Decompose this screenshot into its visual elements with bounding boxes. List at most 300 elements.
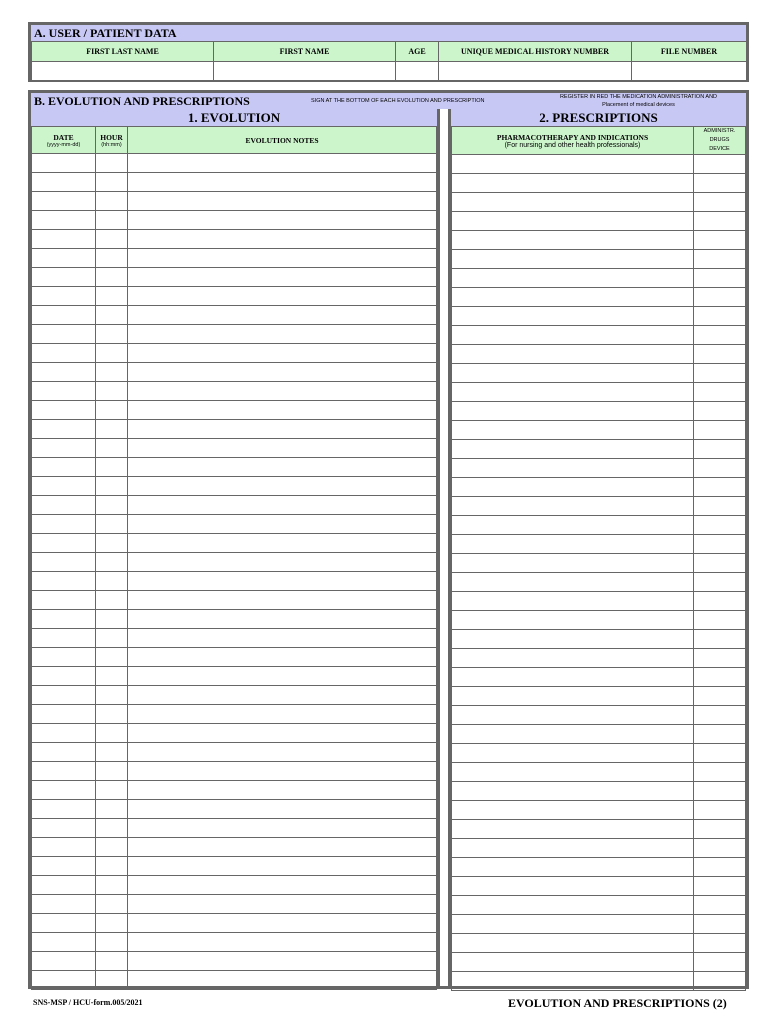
pharmacotherapy-cell[interactable] [452, 307, 694, 326]
prescription-row [452, 231, 746, 250]
date-cell[interactable] [32, 686, 96, 705]
pharmacotherapy-cell[interactable] [452, 231, 694, 250]
pharmacotherapy-cell[interactable] [452, 839, 694, 858]
hour-cell[interactable] [96, 724, 128, 743]
evolution-notes-cell[interactable] [128, 363, 437, 382]
administration-label-3: DEVICE [709, 146, 730, 152]
date-cell[interactable] [32, 325, 96, 344]
patient-data-title: A. USER / PATIENT DATA [34, 26, 177, 40]
pharmacotherapy-sub: (For nursing and other health professionals) [504, 141, 641, 149]
administration-cell[interactable] [694, 497, 746, 516]
date-cell[interactable] [32, 629, 96, 648]
evolution-notes-cell[interactable] [128, 458, 437, 477]
prescription-row [452, 706, 746, 725]
evolution-notes-cell[interactable] [128, 591, 437, 610]
pharmacotherapy-cell[interactable] [452, 174, 694, 193]
evolution-notes-cell[interactable] [128, 477, 437, 496]
administration-cell[interactable] [694, 478, 746, 497]
hour-cell[interactable] [96, 458, 128, 477]
medical-history-number-field[interactable] [439, 62, 632, 81]
evolution-notes-cell[interactable] [128, 515, 437, 534]
hour-cell[interactable] [96, 401, 128, 420]
administration-cell[interactable] [694, 972, 746, 991]
evolution-notes-cell[interactable] [128, 838, 437, 857]
administration-cell[interactable] [694, 592, 746, 611]
pharmacotherapy-cell[interactable] [452, 269, 694, 288]
pharmacotherapy-cell[interactable] [452, 934, 694, 953]
evolution-row [32, 686, 437, 705]
date-cell[interactable] [32, 344, 96, 363]
pharmacotherapy-cell[interactable] [452, 554, 694, 573]
evolution-notes-cell[interactable] [128, 287, 437, 306]
administration-cell[interactable] [694, 611, 746, 630]
date-cell[interactable] [32, 439, 96, 458]
administration-cell[interactable] [694, 801, 746, 820]
hour-cell[interactable] [96, 591, 128, 610]
evolution-notes-cell[interactable] [128, 553, 437, 572]
section-b-title: B. EVOLUTION AND PRESCRIPTIONS [34, 94, 250, 108]
first-name-field[interactable] [214, 62, 396, 81]
hour-cell[interactable] [96, 933, 128, 952]
date-cell[interactable] [32, 971, 96, 990]
administration-cell[interactable] [694, 326, 746, 345]
evolution-notes-cell[interactable] [128, 743, 437, 762]
administration-cell[interactable] [694, 269, 746, 288]
hour-cell[interactable] [96, 819, 128, 838]
evolution-notes-cell[interactable] [128, 401, 437, 420]
pharmacotherapy-cell[interactable] [452, 592, 694, 611]
date-cell[interactable] [32, 534, 96, 553]
administration-cell[interactable] [694, 459, 746, 478]
pharmacotherapy-cell[interactable] [452, 706, 694, 725]
hour-cell[interactable] [96, 439, 128, 458]
pharmacotherapy-cell[interactable] [452, 288, 694, 307]
evolution-notes-cell[interactable] [128, 344, 437, 363]
pharmacotherapy-cell[interactable] [452, 744, 694, 763]
evolution-row [32, 724, 437, 743]
evolution-notes-cell[interactable] [128, 800, 437, 819]
evolution-row [32, 382, 437, 401]
evolution-notes-cell[interactable] [128, 781, 437, 800]
date-cell[interactable] [32, 401, 96, 420]
date-label: DATE [53, 132, 74, 142]
evolution-notes-cell[interactable] [128, 420, 437, 439]
prescription-row [452, 516, 746, 535]
administration-cell[interactable] [694, 725, 746, 744]
evolution-row [32, 914, 437, 933]
pharmacotherapy-cell[interactable] [452, 421, 694, 440]
evolution-notes-cell[interactable] [128, 762, 437, 781]
hour-cell[interactable] [96, 667, 128, 686]
pharmacotherapy-cell[interactable] [452, 763, 694, 782]
evolution-notes-cell[interactable] [128, 667, 437, 686]
evolution-notes-cell[interactable] [128, 895, 437, 914]
pharmacotherapy-cell[interactable] [452, 801, 694, 820]
date-cell[interactable] [32, 876, 96, 895]
hour-cell[interactable] [96, 496, 128, 515]
date-cell[interactable] [32, 420, 96, 439]
hour-cell[interactable] [96, 857, 128, 876]
administration-cell[interactable] [694, 307, 746, 326]
administration-cell[interactable] [694, 345, 746, 364]
date-cell[interactable] [32, 477, 96, 496]
administration-cell[interactable] [694, 706, 746, 725]
evolution-notes-cell[interactable] [128, 325, 437, 344]
date-cell[interactable] [32, 268, 96, 287]
prescription-row [452, 972, 746, 991]
hour-cell[interactable] [96, 800, 128, 819]
date-cell[interactable] [32, 781, 96, 800]
evolution-row [32, 591, 437, 610]
date-cell[interactable] [32, 249, 96, 268]
date-cell[interactable] [32, 914, 96, 933]
administration-cell[interactable] [694, 744, 746, 763]
administration-cell[interactable] [694, 668, 746, 687]
administration-cell[interactable] [694, 554, 746, 573]
administration-cell[interactable] [694, 934, 746, 953]
date-cell[interactable] [32, 572, 96, 591]
evolution-row [32, 268, 437, 287]
prescription-row [452, 934, 746, 953]
prescription-row [452, 782, 746, 801]
col-medical-history-number: UNIQUE MEDICAL HISTORY NUMBER [439, 42, 632, 62]
prescription-row [452, 763, 746, 782]
prescription-row [452, 820, 746, 839]
hour-cell[interactable] [96, 762, 128, 781]
date-cell[interactable] [32, 306, 96, 325]
evolution-row [32, 553, 437, 572]
date-cell[interactable] [32, 230, 96, 249]
administration-cell[interactable] [694, 687, 746, 706]
evolution-notes-cell[interactable] [128, 496, 437, 515]
evolution-row [32, 420, 437, 439]
administration-cell[interactable] [694, 763, 746, 782]
pharmacotherapy-cell[interactable] [452, 725, 694, 744]
evolution-notes-cell[interactable] [128, 933, 437, 952]
date-cell[interactable] [32, 192, 96, 211]
hour-cell[interactable] [96, 686, 128, 705]
hour-cell[interactable] [96, 420, 128, 439]
date-cell[interactable] [32, 553, 96, 572]
pharmacotherapy-cell[interactable] [452, 915, 694, 934]
administration-cell[interactable] [694, 858, 746, 877]
evolution-notes-cell[interactable] [128, 230, 437, 249]
evolution-row [32, 306, 437, 325]
pharmacotherapy-cell[interactable] [452, 402, 694, 421]
patient-data-table [31, 41, 747, 81]
hour-cell[interactable] [96, 743, 128, 762]
evolution-notes-cell[interactable] [128, 211, 437, 230]
date-cell[interactable] [32, 287, 96, 306]
hour-cell[interactable] [96, 781, 128, 800]
date-cell[interactable] [32, 496, 96, 515]
date-cell[interactable] [32, 857, 96, 876]
pharmacotherapy-cell[interactable] [452, 193, 694, 212]
evolution-row [32, 496, 437, 515]
hour-cell[interactable] [96, 382, 128, 401]
evolution-notes-cell[interactable] [128, 629, 437, 648]
hour-cell[interactable] [96, 572, 128, 591]
pharmacotherapy-cell[interactable] [452, 972, 694, 991]
hour-cell[interactable] [96, 515, 128, 534]
hour-cell[interactable] [96, 192, 128, 211]
evolution-notes-cell[interactable] [128, 648, 437, 667]
administration-cell[interactable] [694, 535, 746, 554]
prescription-row [452, 421, 746, 440]
pharmacotherapy-cell[interactable] [452, 383, 694, 402]
pharmacotherapy-cell[interactable] [452, 478, 694, 497]
administration-cell[interactable] [694, 877, 746, 896]
sign-note: SIGN AT THE BOTTOM OF EACH EVOLUTION AND PRESCRIPTION [311, 98, 485, 104]
pharmacotherapy-cell[interactable] [452, 877, 694, 896]
administration-cell[interactable] [694, 364, 746, 383]
prescription-row [452, 212, 746, 231]
pharmacotherapy-cell[interactable] [452, 155, 694, 174]
evolution-notes-label: EVOLUTION NOTES [245, 135, 319, 145]
hour-cell[interactable] [96, 648, 128, 667]
administration-cell[interactable] [694, 231, 746, 250]
pharmacotherapy-cell[interactable] [452, 668, 694, 687]
evolution-notes-cell[interactable] [128, 971, 437, 990]
date-cell[interactable] [32, 154, 96, 173]
pharmacotherapy-cell[interactable] [452, 326, 694, 345]
hour-cell[interactable] [96, 838, 128, 857]
evolution-notes-header [128, 127, 437, 154]
date-cell[interactable] [32, 819, 96, 838]
evolution-notes-cell[interactable] [128, 610, 437, 629]
evolution-row [32, 667, 437, 686]
patient-data-header-bar [31, 25, 746, 41]
evolution-row [32, 610, 437, 629]
date-cell[interactable] [32, 648, 96, 667]
hour-cell[interactable] [96, 306, 128, 325]
pharmacotherapy-cell[interactable] [452, 573, 694, 592]
pharmacotherapy-cell[interactable] [452, 820, 694, 839]
hour-cell[interactable] [96, 553, 128, 572]
pharmacotherapy-cell[interactable] [452, 953, 694, 972]
pharmacotherapy-label: PHARMACOTHERAPY AND INDICATIONS [496, 132, 649, 142]
administration-cell[interactable] [694, 174, 746, 193]
pharmacotherapy-cell[interactable] [452, 687, 694, 706]
administration-cell[interactable] [694, 155, 746, 174]
hour-cell[interactable] [96, 914, 128, 933]
administration-cell[interactable] [694, 953, 746, 972]
evolution-notes-cell[interactable] [128, 724, 437, 743]
evolution-notes-cell[interactable] [128, 572, 437, 591]
panel-separator [440, 109, 448, 986]
prescription-row [452, 326, 746, 345]
evolution-row [32, 838, 437, 857]
date-cell[interactable] [32, 743, 96, 762]
hour-cell[interactable] [96, 477, 128, 496]
hour-cell[interactable] [96, 249, 128, 268]
date-cell[interactable] [32, 705, 96, 724]
evolution-notes-cell[interactable] [128, 857, 437, 876]
evolution-row [32, 230, 437, 249]
pharmacotherapy-cell[interactable] [452, 535, 694, 554]
date-cell[interactable] [32, 173, 96, 192]
date-cell[interactable] [32, 762, 96, 781]
evolution-row [32, 458, 437, 477]
pharmacotherapy-cell[interactable] [452, 649, 694, 668]
administration-cell[interactable] [694, 649, 746, 668]
pharmacotherapy-cell[interactable] [452, 516, 694, 535]
administration-cell[interactable] [694, 250, 746, 269]
prescription-row [452, 896, 746, 915]
date-cell[interactable] [32, 724, 96, 743]
pharmacotherapy-cell[interactable] [452, 212, 694, 231]
evolution-row [32, 154, 437, 173]
form-code: SNS-MSP / HCU-form.005/2021 [33, 998, 143, 1007]
hour-cell[interactable] [96, 610, 128, 629]
hour-cell[interactable] [96, 876, 128, 895]
evolution-notes-cell[interactable] [128, 534, 437, 553]
prescription-row [452, 193, 746, 212]
hour-cell[interactable] [96, 325, 128, 344]
evolution-notes-cell[interactable] [128, 952, 437, 971]
administration-cell[interactable] [694, 288, 746, 307]
prescription-row [452, 839, 746, 858]
administration-cell[interactable] [694, 839, 746, 858]
administration-label-1: ADMINISTR. [703, 128, 736, 134]
administration-cell[interactable] [694, 212, 746, 231]
pharmacotherapy-header [452, 127, 694, 155]
evolution-notes-cell[interactable] [128, 439, 437, 458]
administration-cell[interactable] [694, 915, 746, 934]
administration-cell[interactable] [694, 421, 746, 440]
administration-cell[interactable] [694, 440, 746, 459]
prescription-row [452, 649, 746, 668]
prescription-row [452, 174, 746, 193]
prescription-row [452, 478, 746, 497]
file-number-field[interactable] [632, 62, 747, 81]
evolution-title: 1. EVOLUTION [31, 109, 437, 126]
prescription-row [452, 744, 746, 763]
prescription-row [452, 402, 746, 421]
register-note [531, 93, 746, 109]
evolution-row [32, 971, 437, 990]
hour-cell[interactable] [96, 154, 128, 173]
evolution-notes-cell[interactable] [128, 173, 437, 192]
pharmacotherapy-cell[interactable] [452, 782, 694, 801]
evolution-notes-cell[interactable] [128, 154, 437, 173]
pharmacotherapy-cell[interactable] [452, 250, 694, 269]
administration-label-2: DRUGS [709, 137, 730, 143]
date-cell[interactable] [32, 211, 96, 230]
evolution-row [32, 249, 437, 268]
evolution-notes-cell[interactable] [128, 705, 437, 724]
date-cell[interactable] [32, 895, 96, 914]
hour-cell[interactable] [96, 895, 128, 914]
evolution-notes-cell[interactable] [128, 914, 437, 933]
date-cell[interactable] [32, 458, 96, 477]
administration-cell[interactable] [694, 820, 746, 839]
administration-cell[interactable] [694, 782, 746, 801]
date-cell[interactable] [32, 800, 96, 819]
pharmacotherapy-cell[interactable] [452, 364, 694, 383]
administration-cell[interactable] [694, 383, 746, 402]
pharmacotherapy-cell[interactable] [452, 345, 694, 364]
evolution-notes-cell[interactable] [128, 686, 437, 705]
date-cell[interactable] [32, 952, 96, 971]
evolution-notes-cell[interactable] [128, 382, 437, 401]
administration-cell[interactable] [694, 193, 746, 212]
pharmacotherapy-cell[interactable] [452, 858, 694, 877]
date-cell[interactable] [32, 667, 96, 686]
hour-cell[interactable] [96, 230, 128, 249]
register-note-line-2: Placement of medical devices [602, 102, 675, 108]
hour-cell[interactable] [96, 268, 128, 287]
date-header [32, 127, 96, 154]
administration-cell[interactable] [694, 516, 746, 535]
hour-cell[interactable] [96, 287, 128, 306]
date-cell[interactable] [32, 933, 96, 952]
pharmacotherapy-cell[interactable] [452, 440, 694, 459]
evolution-row [32, 192, 437, 211]
hour-cell[interactable] [96, 173, 128, 192]
date-cell[interactable] [32, 363, 96, 382]
hour-cell[interactable] [96, 705, 128, 724]
evolution-row [32, 952, 437, 971]
evolution-row [32, 705, 437, 724]
evolution-notes-cell[interactable] [128, 192, 437, 211]
administration-cell[interactable] [694, 402, 746, 421]
evolution-notes-cell[interactable] [128, 306, 437, 325]
evolution-row [32, 401, 437, 420]
date-cell[interactable] [32, 610, 96, 629]
first-last-name-field[interactable] [32, 62, 214, 81]
date-cell[interactable] [32, 515, 96, 534]
pharmacotherapy-cell[interactable] [452, 896, 694, 915]
evolution-row [32, 933, 437, 952]
administration-cell[interactable] [694, 896, 746, 915]
hour-cell[interactable] [96, 211, 128, 230]
pharmacotherapy-cell[interactable] [452, 459, 694, 478]
hour-cell[interactable] [96, 534, 128, 553]
prescriptions-panel [448, 109, 746, 986]
evolution-notes-cell[interactable] [128, 249, 437, 268]
hour-cell[interactable] [96, 952, 128, 971]
administration-header [694, 127, 746, 155]
evolution-notes-cell[interactable] [128, 268, 437, 287]
pharmacotherapy-cell[interactable] [452, 630, 694, 649]
prescriptions-table [451, 126, 746, 991]
hour-cell[interactable] [96, 344, 128, 363]
evolution-row [32, 629, 437, 648]
administration-cell[interactable] [694, 630, 746, 649]
prescription-row [452, 687, 746, 706]
pharmacotherapy-cell[interactable] [452, 497, 694, 516]
hour-header [96, 127, 128, 154]
age-field[interactable] [396, 62, 439, 81]
date-cell[interactable] [32, 382, 96, 401]
date-cell[interactable] [32, 591, 96, 610]
hour-cell[interactable] [96, 629, 128, 648]
col-first-last-name: FIRST LAST NAME [32, 42, 214, 62]
pharmacotherapy-cell[interactable] [452, 611, 694, 630]
prescription-row [452, 953, 746, 972]
evolution-notes-cell[interactable] [128, 876, 437, 895]
hour-cell[interactable] [96, 363, 128, 382]
date-cell[interactable] [32, 838, 96, 857]
prescription-row [452, 440, 746, 459]
evolution-row [32, 800, 437, 819]
hour-format: (hh:mm) [101, 141, 122, 148]
evolution-notes-cell[interactable] [128, 819, 437, 838]
section-b-header-bar [31, 93, 746, 109]
hour-cell[interactable] [96, 971, 128, 990]
administration-cell[interactable] [694, 573, 746, 592]
